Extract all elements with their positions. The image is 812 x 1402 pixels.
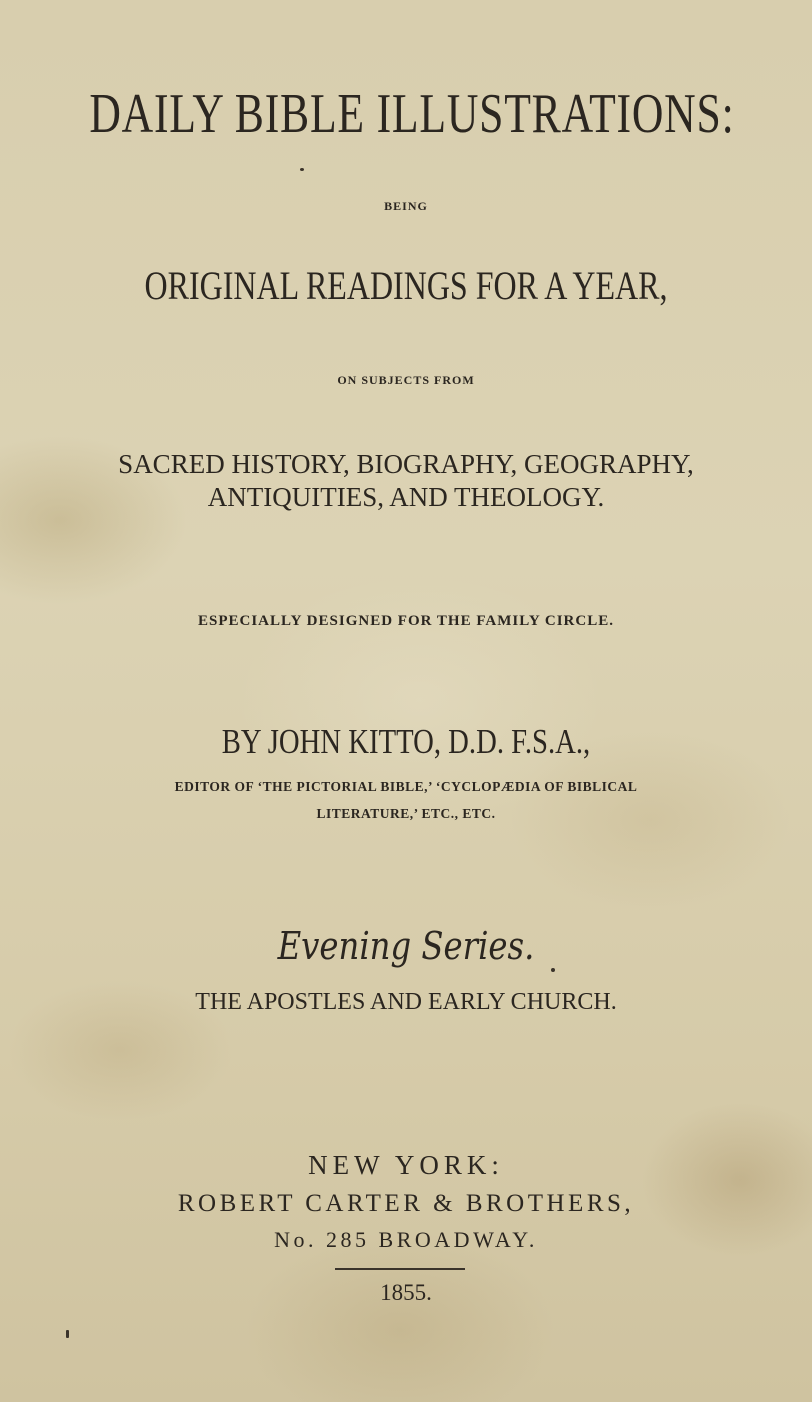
publisher-address: No. 285 BROADWAY.	[274, 1227, 538, 1252]
publisher-city: NEW YORK:	[308, 1150, 504, 1180]
book-subtitle: ORIGINAL READINGS FOR A YEAR,	[144, 263, 668, 308]
divider-rule	[335, 1268, 465, 1270]
on-subjects-label: ON SUBJECTS FROM	[337, 373, 475, 387]
editor-credits-line-1: EDITOR OF ‘THE PICTORIAL BIBLE,’ ‘CYCLOPÆDIA OF BIBLICAL	[174, 779, 638, 794]
editor-credits-line-2: LITERATURE,’ ETC., ETC.	[316, 806, 496, 821]
author-line: BY JOHN KITTO, D.D. F.S.A.,	[221, 722, 591, 761]
ink-speck	[551, 968, 555, 972]
publication-year: 1855.	[380, 1280, 432, 1305]
publisher-name: ROBERT CARTER & BROTHERS,	[177, 1190, 635, 1217]
series-name: Evening Series.	[277, 924, 535, 968]
series-subtitle: THE APOSTLES AND EARLY CHURCH.	[195, 989, 617, 1015]
designed-for: ESPECIALLY DESIGNED FOR THE FAMILY CIRCLE.	[198, 613, 614, 629]
subjects-line-2: ANTIQUITIES, AND THEOLOGY.	[207, 482, 605, 512]
book-title: DAILY BIBLE ILLUSTRATIONS:	[89, 83, 735, 145]
subjects-line-1: SACRED HISTORY, BIOGRAPHY, GEOGRAPHY,	[118, 449, 694, 479]
ink-speck	[66, 1330, 69, 1338]
being-label: BEING	[384, 199, 428, 213]
ink-speck	[300, 168, 304, 171]
